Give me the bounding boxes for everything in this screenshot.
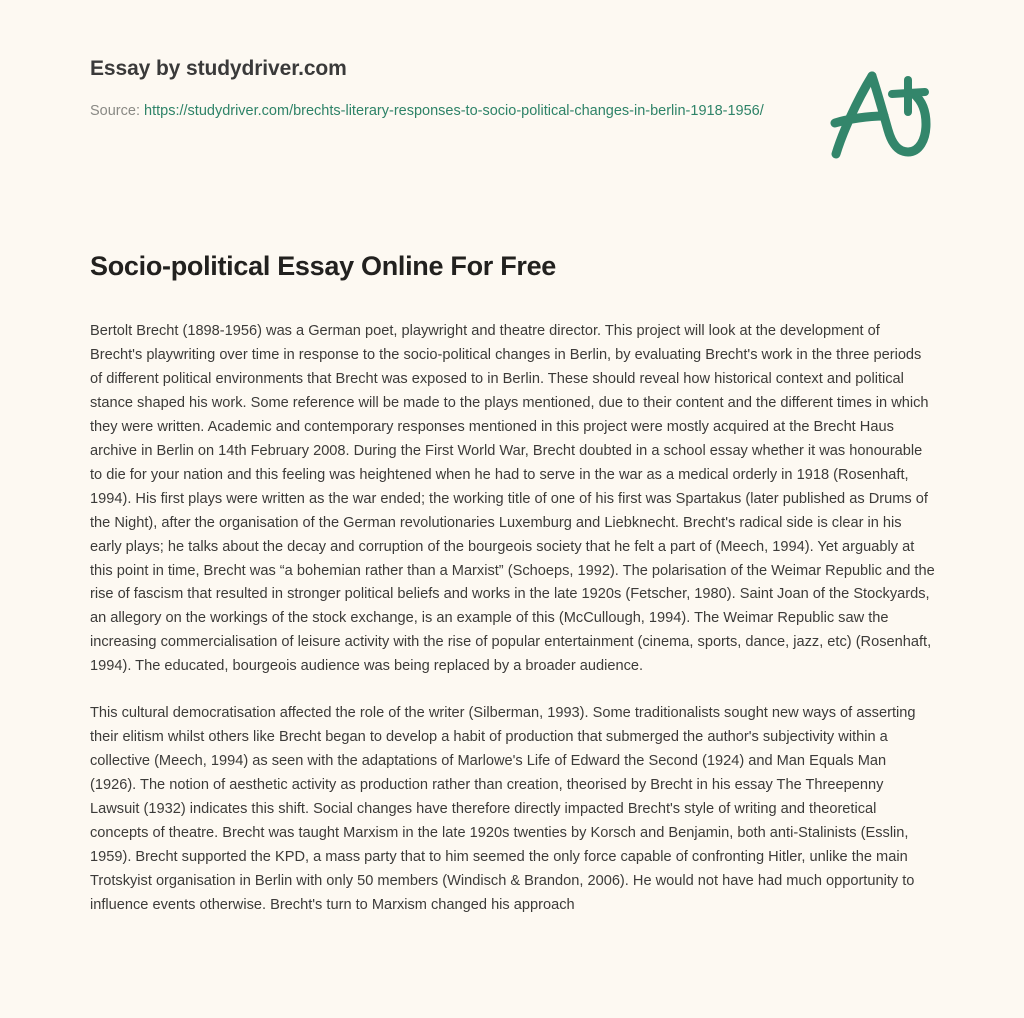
article-body <box>90 320 936 918</box>
header-text-block <box>90 56 764 123</box>
source-label: Source: <box>90 103 140 119</box>
a-plus-logo-icon <box>812 62 942 162</box>
header-row <box>90 56 936 162</box>
page-title: Socio-political Essay Online For Free <box>90 251 557 281</box>
article-container <box>90 248 936 918</box>
source-line <box>90 100 764 123</box>
article-paragraph: This cultural democratisation affected the role of the writer (Silberman, 1993). Some traditionalists sought new ways of asserting their elitism whilst others like Brecht began to develop a habit of production that submerged the author's subjectivity within a collective (Meech, 1994) as seen with the adaptations of Marlowe's Life of Edward the Second (1924) and Man Equals Man (1926). The notion of aesthetic activity as production rather than creation, theorised by Brecht in his essay The Threepenny Lawsuit (1932) indicates this shift. Social changes have therefore directly impacted Brecht's style of writing and theoretical concepts of theatre. Brecht was taught Marxism in the late 1920s twenties by Korsch and Benjamin, both anti-Stalinists (Esslin, 1959). Brecht supported the KPD, a mass party that to him seemed the only force capable of confronting Hitler, unlike the main Trotskyist organisation in Berlin with only 50 members (Windisch & Brandon, 2006). He would not have had much opportunity to influence events otherwise. Brecht's turn to Marxism changed his approach <box>90 705 916 913</box>
article-paragraph: Bertolt Brecht (1898-1956) was a German poet, playwright and theatre director. This project will look at the development of Brecht's playwriting over time in response to the socio-political changes in Berlin, by evaluating Brecht's work in the three periods of different political environments that Brecht was exposed to in Berlin. These should reveal how historical context and political stance shaped his work. Some reference will be made to the plays mentioned, due to their content and the different times in which they were written. Academic and contemporary responses mentioned in this project were mostly acquired at the Brecht Haus archive in Berlin on 14th February 2008. During the First World War, Brecht doubted in a school essay whether it was honourable to die for your nation and this feeling was heightened when he had to serve in the war as a medical orderly in 1918 (Rosenhaft, 1994). His first plays were written as the war ended; the working title of one of his first was Spartakus (later published as Drums of the Night), after the organisation of the German revolutionaries Luxemburg and Liebknecht. Brecht's radical side is clear in his early plays; he talks about the decay and corruption of the bourgeois society that he felt a part of (Meech, 1994). Yet arguably at this point in time, Brecht was “a bohemian rather than a Marxist” (Schoeps, 1992). The polarisation of the Weimar Republic and the rise of fascism that resulted in stronger political beliefs and works in the late 1920s (Fetscher, 1980). Saint Joan of the Stockyards, an allegory on the workings of the stock exchange, is an example of this (McCullough, 1994). The Weimar Republic saw the increasing commercialisation of leisure activity with the rise of popular entertainment (cinema, sports, dance, jazz, etc) (Rosenhaft, 1994). The educated, bourgeois audience was being replaced by a broader audience. <box>90 323 935 675</box>
source-url-link[interactable]: https://studydriver.com/brechts-literary-responses-to-socio-political-changes-in-berlin-1918-1956/ <box>144 103 764 119</box>
page-header <box>0 0 1024 162</box>
brand-byline: Essay by studydriver.com <box>90 57 347 80</box>
